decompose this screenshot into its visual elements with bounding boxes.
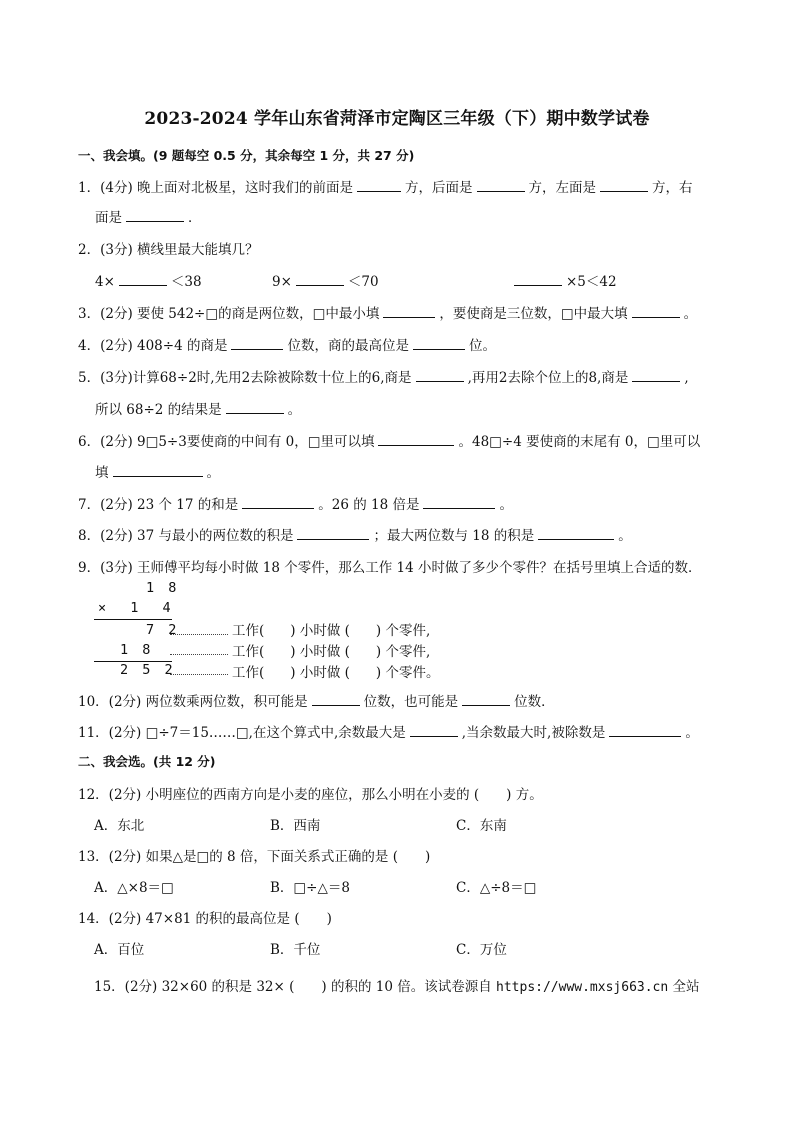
q2-expr-2 (272, 270, 379, 290)
answer-blank[interactable] (231, 335, 283, 350)
q10-text-a: 10．(2分) 两位数乘两位数，积可能是 (78, 694, 308, 710)
calc-annotation-2 (232, 640, 430, 660)
question-4 (78, 334, 496, 354)
answer-blank[interactable] (538, 525, 614, 540)
q7-text-b: 。26 的 18 倍是 (318, 497, 420, 513)
q1-text-c: 方，左面是 (528, 180, 597, 196)
answer-blank[interactable] (312, 691, 360, 706)
question-6 (78, 430, 700, 450)
q1-text-b: 方，后面是 (405, 180, 473, 196)
q4-text-c: 位。 (468, 338, 496, 354)
hours-label: ) 小时做 ( (290, 665, 350, 681)
q6-text-a: 6．(2分) 9□5÷3要使商的中间有 0，□里可以填 (78, 434, 375, 450)
q11-text-b: ,当余数最大时,被除数是 (461, 725, 606, 741)
q2-expr-1 (95, 270, 202, 290)
calc-multiplicand: 1 8 (146, 580, 180, 596)
q14-option-b[interactable]: B．千位 (270, 942, 321, 958)
question-3 (78, 302, 697, 322)
q15-tail: 全站 (672, 979, 700, 995)
q7-text-a: 7．(2分) 23 个 17 的和是 (78, 497, 239, 513)
q5-text-a: 5．(3分)计算68÷2时,先用2去除被除数十位上的6,商是 (78, 370, 412, 386)
q5-text-d: 所以 68÷2 的结果是 (95, 402, 222, 418)
answer-blank[interactable] (383, 303, 435, 318)
q1-text-f: ． (188, 210, 202, 226)
q14-option-c[interactable]: C．万位 (456, 942, 507, 958)
answer-blank[interactable] (477, 177, 525, 192)
q3-text-a: 3．(2分) 要使 542÷□的商是两位数，□中最小填 (78, 306, 380, 322)
question-10 (78, 690, 555, 710)
q2-expr-3 (510, 270, 617, 290)
vertical-multiplication (90, 578, 510, 681)
hours-label: ) 小时做 ( (290, 623, 350, 639)
work-label: 工作( (232, 623, 265, 639)
calc-partial-2: 1 8 (120, 642, 154, 658)
work-label: 工作( (232, 665, 265, 681)
q5-text-e: 。 (287, 402, 302, 418)
answer-blank[interactable] (413, 335, 465, 350)
question-8 (78, 524, 632, 544)
answer-blank[interactable] (378, 431, 454, 446)
q6-text-d: 。 (206, 465, 220, 481)
q12-option-a[interactable]: A．东北 (94, 818, 145, 834)
q6-text-b: 。48□÷4 要使商的末尾有 0，□里可以 (458, 434, 701, 450)
q1-text-a: 1．(4分) 晚上面对北极星，这时我们的前面是 (78, 180, 354, 196)
answer-blank[interactable] (462, 691, 510, 706)
q8-text-b: ；最大两位数与 18 的积是 (373, 528, 535, 544)
answer-blank[interactable] (357, 177, 401, 192)
question-7 (78, 493, 513, 513)
q1-text-e: 面是 (95, 210, 122, 226)
answer-blank[interactable] (632, 367, 680, 382)
parts-label: ) 个零件, (375, 623, 431, 639)
answer-blank[interactable] (297, 525, 369, 540)
question-9: 9．(3分) 王师傅平均每小时做 18 个零件，那么工作 14 小时做了多少个零件？在括号里填上合适的数． (78, 560, 702, 576)
q2-e1-left: 4× (95, 274, 115, 290)
section-heading-choice: 二、我会选。(共 12 分) (78, 754, 216, 769)
calc-leader (170, 654, 228, 655)
q12-option-b[interactable]: B．西南 (270, 818, 321, 834)
q13-option-c[interactable]: C．△÷8＝□ (456, 880, 537, 896)
question-14: 14．(2分) 47×81 的积的最高位是 ( ) (78, 911, 332, 927)
q10-text-c: 位数． (514, 694, 555, 710)
calc-annotation-1 (232, 619, 430, 639)
q7-text-c: 。 (499, 497, 513, 513)
q2-e1-right: ＜38 (170, 274, 202, 290)
answer-blank[interactable] (410, 722, 458, 737)
q4-text-a: 4．(2分) 408÷4 的商是 (78, 338, 228, 354)
calc-partial-1: 7 2 (146, 622, 180, 638)
q14-option-a[interactable]: A．百位 (94, 942, 145, 958)
q2-e2-right: ＜70 (347, 274, 379, 290)
answer-blank[interactable] (423, 494, 495, 509)
question-6-cont (95, 461, 220, 481)
answer-blank[interactable] (126, 207, 184, 222)
source-link[interactable]: https://www.mxsj663.cn (496, 980, 669, 995)
q1-text-d: 方，右 (652, 180, 693, 196)
q5-text-c: , (684, 370, 689, 386)
q3-text-c: 。 (683, 306, 698, 322)
page-title: 2023-2024 学年山东省菏泽市定陶区三年级（下）期中数学试卷 (144, 109, 650, 129)
question-1-cont (95, 206, 202, 226)
answer-blank[interactable] (242, 494, 314, 509)
answer-blank[interactable] (296, 271, 344, 286)
calc-multiplier: × 1 4 (98, 600, 179, 616)
answer-blank[interactable] (416, 367, 464, 382)
question-5-cont (95, 398, 301, 418)
q8-text-a: 8．(2分) 37 与最小的两位数的积是 (78, 528, 294, 544)
q8-text-c: 。 (618, 528, 632, 544)
question-15 (94, 975, 700, 995)
q2-e2-left: 9× (272, 274, 292, 290)
answer-blank[interactable] (119, 271, 167, 286)
q13-option-a[interactable]: A．△×8＝□ (94, 880, 174, 896)
parts-label: ) 个零件, (375, 644, 431, 660)
answer-blank[interactable] (226, 399, 284, 414)
answer-blank[interactable] (600, 177, 648, 192)
q13-option-b[interactable]: B．□÷△＝8 (270, 880, 350, 896)
question-13: 13．(2分) 如果△是□的 8 倍，下面关系式正确的是 ( ) (78, 849, 431, 865)
question-2: 2．(3分) 横线里最大能填几？ (78, 242, 259, 258)
answer-blank[interactable] (632, 303, 680, 318)
q15-text: 15．(2分) 32×60 的积是 32× ( ) 的积的 10 倍。该试卷源自 (94, 979, 492, 995)
parts-label: ) 个零件。 (375, 665, 440, 681)
section-heading-fill: 一、我会填。(9 题每空 0.5 分，其余每空 1 分，共 27 分) (78, 148, 415, 163)
q11-text-a: 11．(2分) □÷7＝15……□,在这个算式中,余数最大是 (78, 725, 406, 741)
q12-option-c[interactable]: C．东南 (456, 818, 507, 834)
work-label: 工作( (232, 644, 265, 660)
calc-leader (170, 674, 228, 675)
calc-rule (94, 619, 172, 620)
q6-text-c: 填 (95, 465, 109, 481)
question-11 (78, 721, 699, 741)
hours-label: ) 小时做 ( (290, 644, 350, 660)
question-1 (78, 176, 693, 196)
answer-blank[interactable] (514, 271, 562, 286)
answer-blank[interactable] (609, 722, 681, 737)
q3-text-b: ，要使商是三位数，□中最大填 (439, 306, 628, 322)
q4-text-b: 位数，商的最高位是 (287, 338, 409, 354)
calc-leader (170, 634, 228, 635)
calc-product: 2 5 2 (120, 662, 176, 678)
q2-e3-right: ×5＜42 (566, 274, 617, 290)
calc-annotation-3 (232, 661, 439, 681)
question-12: 12．(2分) 小明座位的西南方向是小麦的座位，那么小明在小麦的 ( ) 方。 (78, 787, 543, 803)
q11-text-c: 。 (685, 725, 699, 741)
q10-text-b: 位数，也可能是 (363, 694, 459, 710)
question-5 (78, 366, 689, 386)
q5-text-b: ,再用2去除个位上的8,商是 (467, 370, 629, 386)
answer-blank[interactable] (113, 462, 203, 477)
